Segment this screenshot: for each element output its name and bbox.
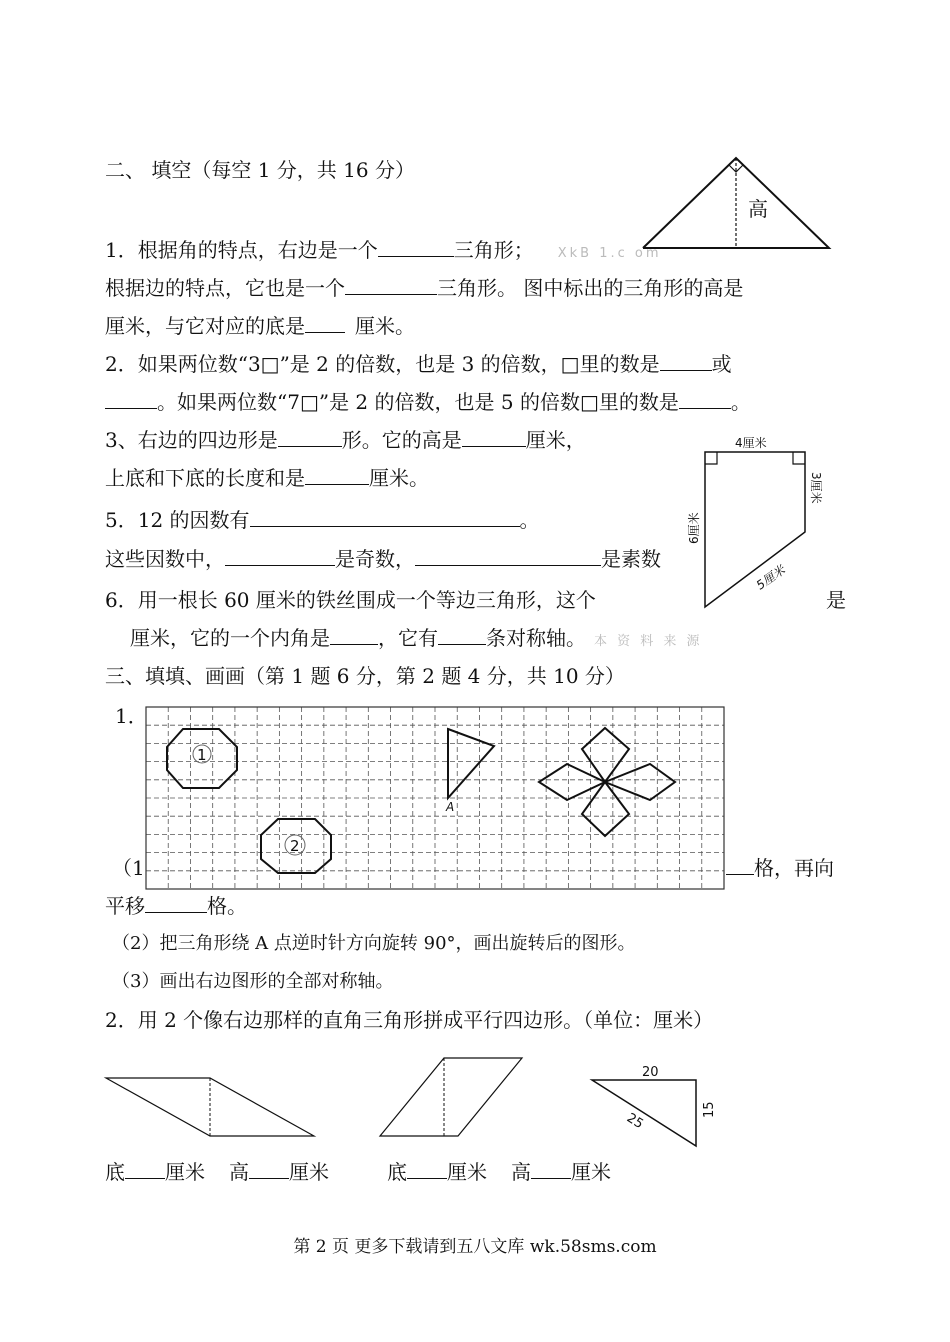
answer-row-2	[387, 1160, 611, 1184]
grid-figures	[145, 706, 725, 890]
q3-line-2	[105, 466, 429, 490]
q3-text-4: 上底和下底的长度和是	[105, 466, 305, 490]
q2-text-1: 2．如果两位数“3□”是 2 的倍数，也是 3 的倍数，□里的数是	[105, 352, 660, 376]
trapezoid-top-label: 4厘米	[735, 436, 767, 450]
q1-text-4: 三角形。 图中标出的三角形的高是	[437, 276, 744, 300]
answer-blank[interactable]	[378, 238, 454, 257]
watermark-2: 本 资 料 来 源	[594, 634, 703, 649]
height-label: 高	[748, 197, 768, 221]
q5-line-1	[105, 508, 540, 532]
answer-blank[interactable]	[249, 1160, 289, 1179]
q3-text-1: 3、右边的四边形是	[105, 428, 278, 452]
q3-text-2: 形。它的高是	[341, 428, 462, 452]
base-label: 底	[387, 1160, 407, 1184]
q6-text-2: 厘米，它的一个内角是	[130, 626, 330, 650]
q5-text-1: 5．12 的因数有	[105, 508, 250, 532]
q1-text-1: 1．根据角的特点，右边是一个	[105, 238, 378, 262]
answer-blank[interactable]	[145, 894, 207, 913]
base-label: 底	[105, 1160, 125, 1184]
q6-line-1	[105, 588, 596, 612]
q2-line-2	[105, 390, 751, 414]
answer-blank[interactable]	[407, 1160, 447, 1179]
q3-1-number: 1．	[115, 704, 148, 728]
answer-blank[interactable]	[330, 626, 378, 645]
point-a-label: A	[446, 800, 455, 814]
octagon-1-label: 1	[197, 746, 207, 764]
rt-top-label: 20	[642, 1065, 659, 1080]
height-label-1: 高	[229, 1160, 249, 1184]
answer-blank[interactable]	[345, 276, 437, 295]
section-2-heading: 二、 填空（每空 1 分，共 16 分）	[105, 158, 415, 182]
flower-shape	[539, 728, 675, 836]
q3-1-1-end	[726, 856, 834, 880]
height-label-2: 高	[511, 1160, 531, 1184]
q3-1-1-text-3: 格。	[207, 894, 247, 918]
answer-blank[interactable]	[305, 314, 345, 333]
rt-hyp-label: 25	[623, 1110, 646, 1133]
cm-label: 厘米	[447, 1160, 487, 1184]
q1-line-1	[105, 238, 662, 266]
q6-text-4: 条对称轴。	[486, 626, 586, 650]
parallelogram-1	[100, 1070, 320, 1142]
answer-blank[interactable]	[125, 1160, 165, 1179]
rt-right-label: 15	[702, 1101, 717, 1118]
q3-1-1-text: 格，再向	[754, 856, 834, 880]
q6-text-3: ，它有	[378, 626, 438, 650]
q5-text-5: 是素数	[601, 547, 661, 571]
q3-1-3: （3）画出右边图形的全部对称轴。	[112, 971, 394, 992]
q2-line-1	[105, 352, 732, 376]
q2-text-3: 。如果两位数“7□”是 2 的倍数，也是 5 的倍数□里的数是	[157, 390, 679, 414]
section-3-heading: 三、填填、画画（第 1 题 6 分，第 2 题 4 分，共 10 分）	[105, 664, 625, 688]
watermark: XkB 1.c om	[557, 246, 662, 261]
q1-text-2: 三角形；	[453, 238, 534, 262]
answer-blank[interactable]	[225, 547, 335, 566]
q1-line-3	[105, 314, 415, 338]
q3-1-2: （2）把三角形绕 A 点逆时针方向旋转 90°，画出旋转后的图形。	[112, 933, 636, 954]
octagon-2-label: 2	[290, 837, 300, 855]
right-triangle-figure	[640, 150, 840, 260]
triangle-a	[448, 729, 494, 798]
q1-text-3: 根据边的特点，它也是一个	[105, 276, 345, 300]
q3-1-1-start: （1	[112, 856, 145, 880]
cm-label: 厘米	[571, 1160, 611, 1184]
q1-text-5: 厘米，与它对应的底是	[105, 314, 305, 338]
q6-line-1-end: 是	[826, 588, 846, 612]
trapezoid-slant-label: 5厘米	[753, 562, 788, 593]
q5-text-3: 这些因数中，	[105, 547, 225, 571]
answer-blank[interactable]	[462, 428, 526, 447]
q3-1-1-text-2: 平移	[105, 894, 145, 918]
q3-text-3: 厘米，	[525, 428, 586, 452]
answer-blank[interactable]	[679, 390, 731, 409]
answer-blank[interactable]	[531, 1160, 571, 1179]
cm-label: 厘米	[289, 1160, 329, 1184]
right-trapezoid-figure	[680, 432, 830, 617]
cm-label: 厘米	[165, 1160, 205, 1184]
q6-text-1: 6．用一根长 60 厘米的铁丝围成一个等边三角形，这个	[105, 588, 596, 612]
answer-blank[interactable]	[105, 390, 157, 409]
q6-line-2	[130, 626, 703, 654]
trapezoid-left-label: 6厘米	[687, 512, 701, 544]
answer-blank[interactable]	[305, 466, 369, 485]
q3-line-1	[105, 428, 586, 452]
answer-blank[interactable]	[415, 547, 601, 566]
q3-1-1-line-2	[105, 894, 247, 918]
trapezoid-right-label: 3厘米	[809, 472, 823, 504]
q3-text-5: 厘米。	[369, 466, 429, 490]
answer-blank[interactable]	[438, 626, 486, 645]
q2-text-2: 或	[711, 352, 732, 376]
answer-blank[interactable]	[250, 508, 520, 527]
answer-row-1	[105, 1160, 329, 1184]
parallelogram-2	[378, 1052, 526, 1142]
q1-text-6: 厘米。	[355, 314, 415, 338]
q1-line-2	[105, 276, 743, 300]
right-triangle-unit	[588, 1062, 718, 1150]
page-footer: 第 2 页 更多下载请到五八文库 wk.58sms.com	[293, 1237, 657, 1257]
q2-text-4: 。	[730, 390, 751, 414]
q5-text-2: 。	[519, 508, 540, 532]
answer-blank[interactable]	[660, 352, 712, 371]
answer-blank[interactable]	[278, 428, 342, 447]
answer-blank[interactable]	[726, 856, 754, 875]
q5-line-2	[105, 547, 661, 571]
q5-text-4: 是奇数，	[335, 547, 415, 571]
q3-2: 2．用 2 个像右边那样的直角三角形拼成平行四边形。（单位：厘米）	[105, 1008, 714, 1032]
